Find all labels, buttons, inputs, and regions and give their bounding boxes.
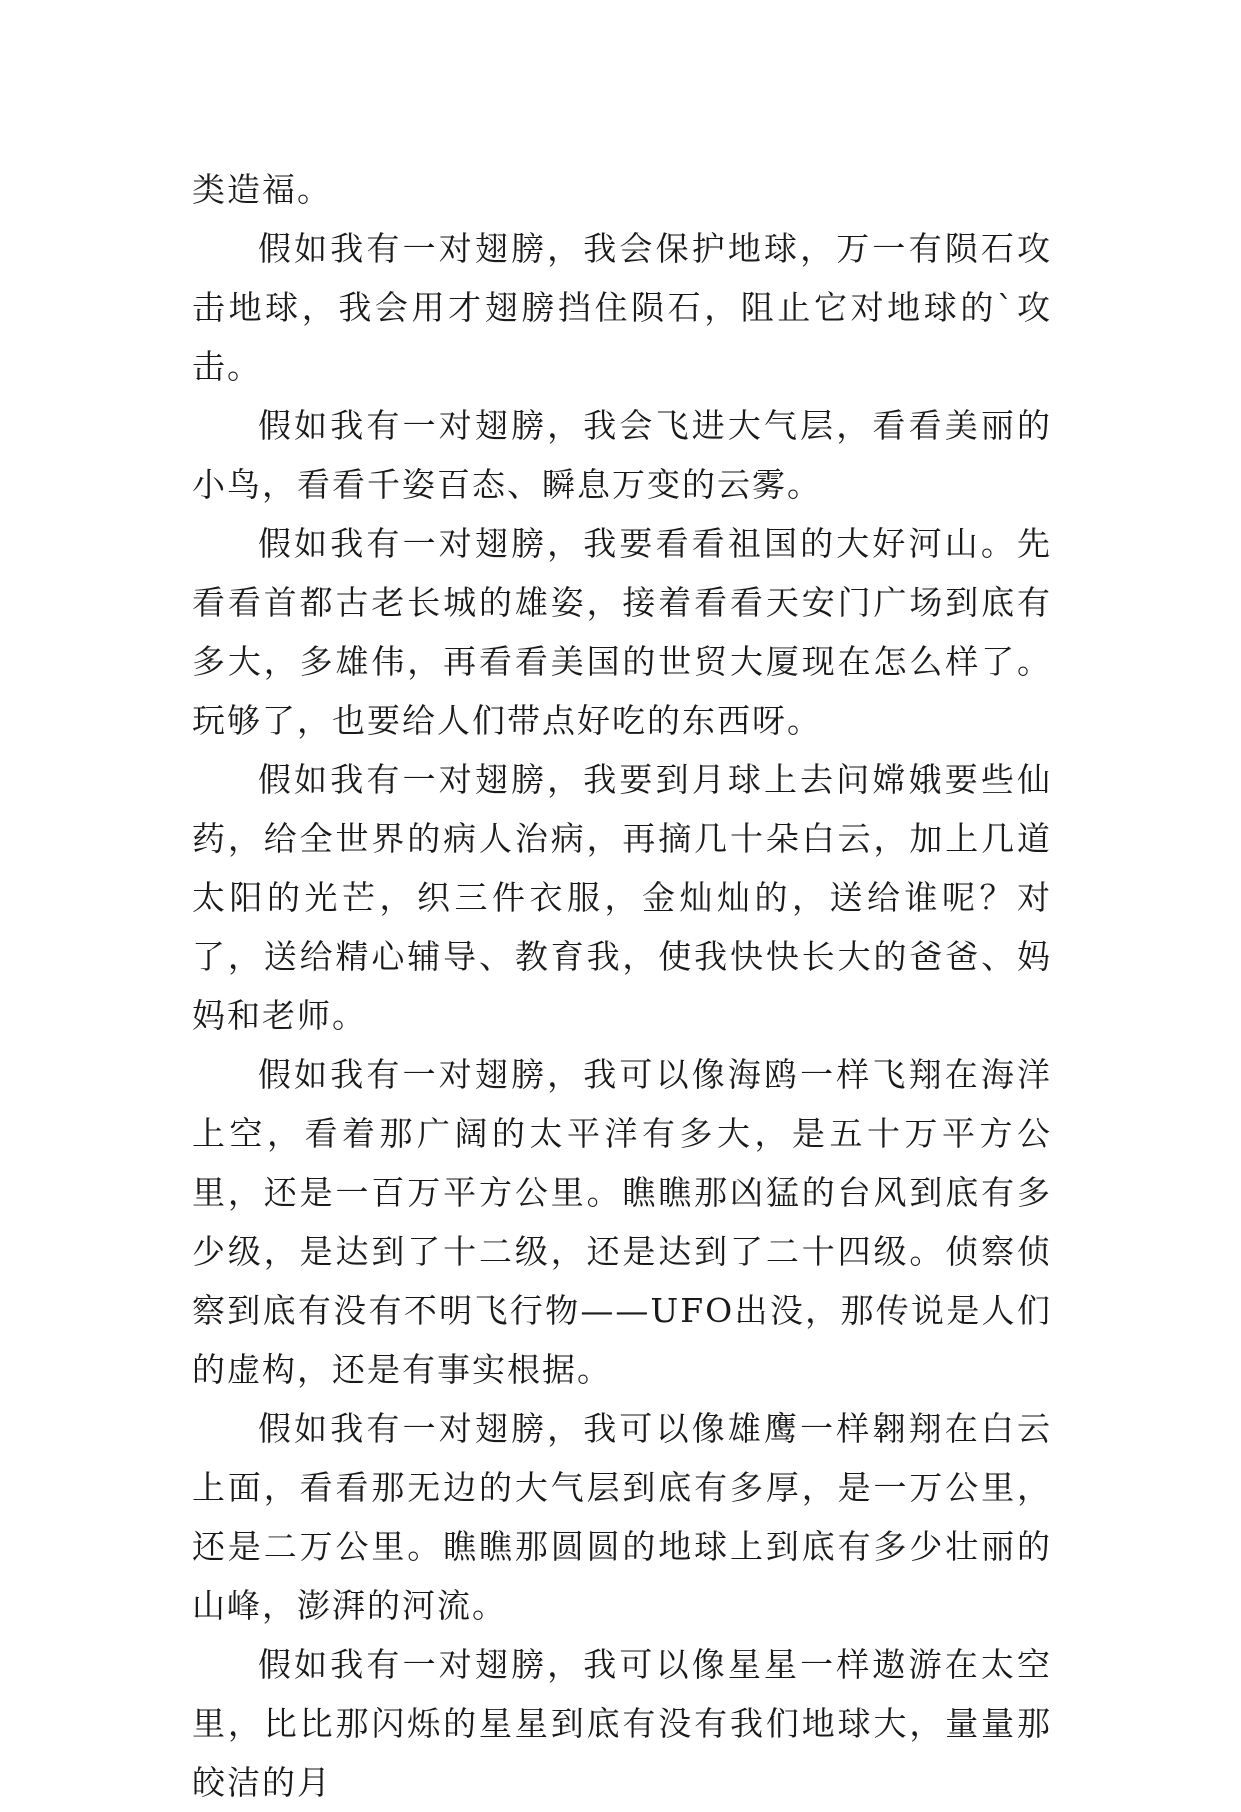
paragraph: 假如我有一对翅膀，我会飞进大气层，看看美丽的小鸟，看看千姿百态、瞬息万变的云雾。 (192, 406, 1052, 504)
paragraph: 假如我有一对翅膀，我可以像星星一样遨游在太空里，比比那闪烁的星星到底有没有我们地球大，量量那皎洁的月 (192, 1645, 1052, 1802)
paragraph: 假如我有一对翅膀，我会保护地球，万一有陨石攻击地球，我会用才翅膀挡住陨石，阻止它对地球的`攻击。 (192, 229, 1052, 386)
paragraph-continuation: 类造福。 (192, 170, 332, 209)
paragraph: 假如我有一对翅膀，我可以像雄鹰一样翱翔在白云上面，看看那无边的大气层到底有多厚，是一万公里，还是二万公里。瞧瞧那圆圆的地球上到底有多少壮丽的山峰，澎湃的河流。 (192, 1409, 1052, 1625)
paragraph: 假如我有一对翅膀，我要到月球上去问嫦娥要些仙药，给全世界的病人治病，再摘几十朵白云，加上几道太阳的光芒，织三件衣服，金灿灿的，送给谁呢？对了，送给精心辅导、教育我，使我快快长大的爸爸、妈妈和老师。 (192, 760, 1052, 1035)
paragraph: 假如我有一对翅膀，我要看看祖国的大好河山。先看看首都古老长城的雄姿，接着看看天安门广场到底有多大，多雄伟，再看看美国的世贸大厦现在怎么样了。玩够了，也要给人们带点好吃的东西呀。 (192, 524, 1052, 740)
paragraph: 假如我有一对翅膀，我可以像海鸥一样飞翔在海洋上空，看着那广阔的太平洋有多大，是五十万平方公里，还是一百万平方公里。瞧瞧那凶猛的台风到底有多少级，是达到了十二级，还是达到了二十四级。侦察侦察到底有没有不明飞行物——UFO出没，那传说是人们的虚构，还是有事实根据。 (192, 1055, 1052, 1389)
document-body (192, 160, 1052, 1812)
